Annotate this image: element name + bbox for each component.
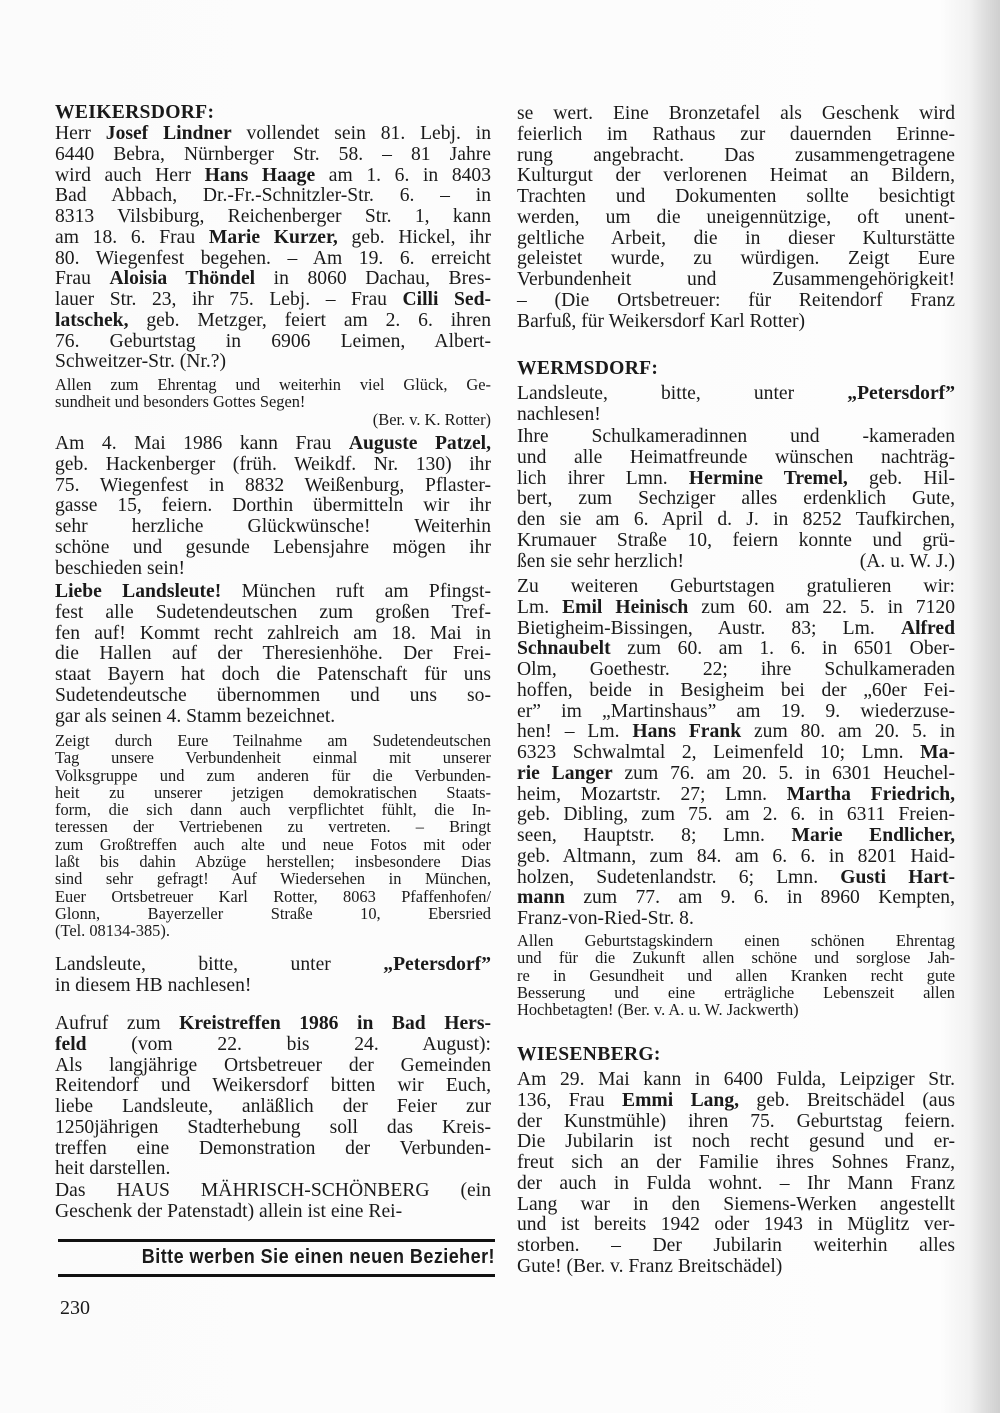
wermsdorf-note	[517, 384, 955, 426]
text-line	[517, 1174, 955, 1195]
text-line	[517, 469, 955, 490]
text-line	[517, 909, 955, 930]
text-line	[55, 624, 491, 645]
text-line	[517, 1001, 955, 1018]
text-line	[55, 186, 491, 207]
text-line	[517, 722, 955, 743]
bold-name: rie Langer	[517, 762, 613, 784]
text-line	[517, 1070, 955, 1091]
text-line	[517, 826, 955, 847]
bold-name: Aloisia Thöndel	[109, 268, 256, 290]
text-segment: 80. Wiegenfest begehen. – Am 19. 6. erreicht	[55, 247, 491, 269]
text-segment: Besserung und eine erträgliche Lebenszeit allen	[517, 982, 955, 1002]
text-line	[55, 332, 491, 353]
text-segment: form, die sich dann auch verpflichtet fühlt, die In-	[55, 800, 491, 820]
text-segment: Das HAUS MÄHRISCH-SCHÖNBERG (ein	[55, 1180, 491, 1201]
wiesenberg-paragraph	[517, 1070, 955, 1278]
text-line	[517, 166, 955, 187]
text-segment: teressen der Vertriebenen zu vertreten. – Bringt	[55, 817, 491, 837]
text-line	[517, 448, 955, 469]
text-segment: Zeigt durch Eure Teilnahme am Sudetendeutschen	[55, 731, 491, 750]
text-segment: geb. Altmann, zum 84. am 6. 6. in 8201 Haid-	[517, 845, 955, 867]
weikersdorf-wish	[55, 376, 491, 411]
text-segment: zum 60. am 22. 5. in 7120	[688, 596, 955, 618]
text-line	[55, 853, 491, 870]
text-segment: 1250jährigen Stadterhebung soll das Kreis-	[55, 1116, 491, 1138]
text-segment: in 8060 Dachau, Bres-	[255, 268, 491, 290]
text-segment: zum 76. am 20. 5. in 6301 Heuchel-	[612, 762, 955, 784]
text-segment: geleistet wurde, zu würdigen. Zeigt Eure	[517, 248, 955, 270]
text-line	[55, 145, 491, 166]
text-segment: 8313 Vilsbiburg, Reichenberger Str. 1, kann	[55, 206, 491, 227]
text-segment: die Hallen auf der Theresienhöhe. Der Frei-	[55, 643, 491, 665]
text-line	[55, 1097, 491, 1118]
text-segment: Glonn, Bayerzeller Straße 10, Ebersried	[55, 903, 491, 923]
text-segment: geb. Hackenberger (früh. Weikdf. Nr. 130) ihr	[55, 453, 491, 475]
bold-name: Martha Friedrich,	[786, 783, 955, 805]
text-segment: er” im „Martinshaus” am 19. 9. wiederzuse-	[517, 700, 955, 722]
text-line	[517, 229, 955, 250]
text-line	[517, 660, 955, 681]
wermsdorf-paragraph	[517, 427, 955, 572]
text-segment: in diesem HB nachlesen!	[55, 974, 252, 996]
text-line	[517, 785, 955, 806]
bold-name: Josef Lindner	[105, 123, 232, 144]
text-line	[517, 427, 955, 448]
text-line	[55, 376, 491, 393]
text-line	[517, 104, 955, 125]
text-segment: (vom 22. bis 24. August):	[86, 1033, 491, 1055]
text-line	[517, 967, 955, 984]
text-segment: vollendet sein 81. Lebj. in	[231, 123, 491, 144]
text-line	[517, 888, 955, 909]
subscriber-banner: Bitte werben Sie einen neuen Bezieher!	[141, 1246, 495, 1268]
text-line	[517, 868, 955, 889]
text-segment: re in Gesundheit und allen Kranken recht gute	[517, 965, 955, 985]
text-segment: Aufruf zum	[55, 1013, 180, 1034]
text-segment: 6323 Schwalmtal 2, Leimenfeld 10; Lmn.	[517, 742, 921, 763]
text-segment: Am 29. Mai kann in 6400 Fulda, Leipziger Str.	[517, 1069, 955, 1090]
text-line	[55, 836, 491, 853]
text-line	[55, 166, 491, 187]
text-line	[517, 552, 955, 573]
text-segment: Franz-von-Ried-Str. 8.	[517, 908, 694, 929]
text-segment: laßt bis dahin Abzüge herstellen; insbesondere Dias	[55, 852, 491, 872]
text-line	[55, 665, 491, 686]
bold-name: Kreistreffen 1986 in Bad Hers-	[179, 1013, 491, 1034]
text-line	[517, 743, 955, 764]
text-segment: hoffen, beide in Besigheim bei der „60er Fei-	[517, 679, 955, 701]
text-line	[517, 681, 955, 702]
text-line	[55, 905, 491, 922]
text-segment: nachlesen!	[517, 403, 601, 425]
text-line	[517, 1112, 955, 1133]
text-segment: Bietigheim-Bissingen, Austr. 83; Lm.	[517, 617, 901, 639]
bold-name: „Petersdorf”	[383, 954, 491, 975]
text-line	[517, 270, 955, 291]
text-line	[517, 1091, 955, 1112]
bold-name: latschek,	[55, 309, 129, 331]
text-segment: 76. Geburtstag in 6906 Leimen, Albert-	[55, 330, 491, 352]
geburtstage-paragraph	[517, 577, 955, 930]
text-line	[517, 208, 955, 229]
text-segment: Ihre Schulkameradinnen und -kameraden	[517, 426, 955, 447]
text-line	[517, 619, 955, 640]
text-line	[55, 434, 491, 455]
text-line	[517, 312, 955, 333]
text-line	[517, 847, 955, 868]
text-line	[55, 870, 491, 887]
text-segment: bert, zum Sechziger alles erdenklich Gute,	[517, 488, 955, 510]
text-line	[55, 1181, 491, 1202]
text-line	[55, 1076, 491, 1097]
text-segment: und für die Zukunft allen schöne und sorglose Jah-	[517, 948, 955, 968]
text-line	[517, 531, 955, 552]
text-segment: Lang war in den Siemens-Werken angestellt	[517, 1193, 955, 1215]
text-line	[55, 1139, 491, 1160]
text-segment: am 1. 6. in 8403	[315, 164, 492, 186]
text-segment: Geschenk der Patenstadt) allein ist eine Rei-	[55, 1200, 403, 1222]
text-line	[55, 1118, 491, 1139]
text-segment: Krumauer Straße 10, feiern konnte und grü-	[517, 529, 955, 551]
text-line	[55, 749, 491, 766]
text-line	[517, 1257, 955, 1278]
text-segment: heit darstellen.	[55, 1158, 171, 1180]
text-line	[517, 187, 955, 208]
text-segment: gar als seinen 4. Stamm bezeichnet.	[55, 705, 336, 727]
text-line	[517, 384, 955, 405]
text-segment: beschieden sein!	[55, 557, 186, 579]
text-line	[517, 984, 955, 1001]
text-line	[55, 976, 491, 997]
text-line	[55, 644, 491, 665]
text-line	[55, 124, 491, 145]
text-segment: geltliche Arbeit, die in dieser Kulturstätte	[517, 227, 955, 249]
text-segment: den sie am 6. April d. J. in 8252 Taufkirchen,	[517, 509, 955, 530]
text-segment: geb. Hil-	[847, 467, 955, 489]
text-line	[517, 510, 955, 531]
text-segment: – (Die Ortsbetreuer: für Reitendorf Franz	[517, 289, 955, 311]
section-heading-wermsdorf: WERMSDORF:	[517, 358, 659, 379]
text-segment: treffen eine Demonstration der Verbunden-	[55, 1137, 491, 1159]
text-segment: lich ihrer Lmn.	[517, 467, 689, 489]
kreistreffen-paragraph	[55, 1014, 491, 1180]
text-line	[55, 249, 491, 270]
text-line	[55, 955, 491, 976]
text-segment: Tag unsere Verbundenheit einmal mit unserer	[55, 748, 491, 768]
page-number: 230	[60, 1297, 90, 1319]
text-line	[517, 125, 955, 146]
text-line	[517, 702, 955, 723]
text-line	[517, 1153, 955, 1174]
text-segment: Kulturgut der verlorenen Heimat an Bildern,	[517, 165, 955, 187]
text-segment: holzen, Sudetenlandstr. 6; Lmn.	[517, 866, 841, 888]
text-segment: und alle Heimatfreunde wünschen nachträg-	[517, 446, 955, 468]
bold-name: Hans Frank	[632, 721, 742, 743]
text-segment: Bad Abbach, Dr.-Fr.-Schnitzler-Str. 6. – in	[55, 185, 491, 207]
text-segment: Reitendorf und Weikersdorf bitten wir Euch,	[55, 1075, 491, 1097]
text-segment: se wert. Eine Bronzetafel als Geschenk wird	[517, 103, 955, 124]
text-segment: schöne und gesunde Lebensjahre mögen ihr	[55, 536, 491, 558]
text-line	[55, 1035, 491, 1056]
text-segment: Herr	[55, 123, 106, 144]
text-segment: am 18. 6. Frau	[55, 226, 209, 248]
text-segment: Allen zum Ehrentag und weiterhin viel Glück, Ge-	[55, 375, 491, 394]
text-segment: seen, Hauptstr. 8; Lmn.	[517, 825, 792, 846]
bold-name: Emmi Lang,	[622, 1089, 740, 1111]
text-segment: Barfuß, für Weikersdorf Karl Rotter)	[517, 310, 806, 332]
section-heading-wiesenberg: WIESENBERG:	[517, 1044, 661, 1065]
text-segment: Sudetendeutsche übernommen und uns so-	[55, 684, 491, 706]
text-segment: geb. Hickel, ihr	[337, 226, 492, 248]
text-segment: sehr herzliche Glückwünsche! Weiterhin	[55, 516, 491, 537]
text-line	[55, 603, 491, 624]
text-line	[55, 686, 491, 707]
text-line	[517, 949, 955, 966]
text-line	[55, 732, 491, 749]
text-line	[55, 352, 491, 373]
text-line	[55, 1056, 491, 1077]
bold-name: Cilli Sed-	[402, 289, 492, 310]
text-segment: staat Bayern hat doch die Patenschaft für uns	[55, 664, 491, 685]
text-segment: Trachten und Dokumenten sollte besichtigt	[517, 186, 955, 207]
text-segment: gasse 15, feiern. Dorthin übermitteln wir ihr	[55, 495, 491, 517]
text-line	[55, 1159, 491, 1180]
text-line	[55, 476, 491, 497]
text-line	[55, 311, 491, 332]
bold-name: Hermine Tremel,	[688, 467, 848, 489]
text-segment: storben. – Der Jubilarin weiterhin alles	[517, 1235, 955, 1256]
text-line	[517, 1215, 955, 1236]
text-segment: 6440 Bebra, Nürnberger Str. 58. – 81 Jahre	[55, 143, 491, 165]
text-line	[55, 559, 491, 580]
text-segment: und ist bereits 1942 oder 1943 in Müglitz ver-	[517, 1214, 955, 1236]
text-line	[517, 805, 955, 826]
text-segment: Schweitzer-Str. (Nr.?)	[55, 351, 226, 373]
divider-rule	[58, 1274, 495, 1277]
text-line	[55, 290, 491, 311]
bold-name: Liebe Landsleute!	[55, 581, 222, 602]
bold-name: feld	[55, 1033, 87, 1055]
text-segment: zum 77. am 9. 6. in 8960 Kempten,	[564, 887, 955, 909]
text-segment: Frau	[55, 268, 110, 290]
text-segment: heit zu unserer jetzigen demokratischen Staats-	[55, 782, 491, 802]
patzel-paragraph	[55, 434, 491, 579]
text-segment: 136, Frau	[517, 1089, 623, 1111]
text-segment: Am 4. Mai 1986 kann Frau	[55, 433, 349, 454]
landsleute-small-paragraph	[55, 732, 491, 940]
text-segment: Die Jubilarin ist noch recht gesund und er-	[517, 1131, 955, 1153]
text-segment: Zu weiteren Geburtstagen gratulieren wir:	[517, 576, 955, 597]
bold-name: Schnaubelt	[517, 638, 611, 660]
landsleute-paragraph	[55, 582, 491, 727]
text-segment: sind sehr gefragt! Auf Wiedersehen in München,	[55, 869, 491, 889]
text-segment: wird auch Herr	[55, 164, 205, 186]
text-line	[517, 764, 955, 785]
text-line	[55, 784, 491, 801]
text-segment: lauer Str. 23, ihr 75. Lebj. – Frau	[55, 289, 403, 310]
section-heading-weikersdorf: WEIKERSDORF:	[55, 102, 215, 123]
text-line	[55, 767, 491, 784]
text-segment: Als langjährige Ortsbetreuer der Gemeinden	[55, 1054, 491, 1076]
text-line	[55, 582, 491, 603]
text-segment: zum Großtreffen auch alte und neue Fotos mit oder	[55, 834, 491, 854]
text-segment: Euer Ortsbetreuer Karl Rotter, 8063 Pfaffenhofen/	[55, 886, 491, 906]
text-line	[517, 932, 955, 949]
text-line	[517, 1236, 955, 1257]
bold-name: „Petersdorf”	[847, 383, 955, 404]
text-line	[517, 1195, 955, 1216]
text-segment: geb. Metzger, feiert am 2. 6. ihren	[128, 309, 491, 331]
text-segment: heim, Mozartstr. 27; Lmn.	[517, 783, 787, 805]
bold-name: Hans Haage	[204, 164, 316, 186]
text-line	[55, 393, 491, 410]
text-line	[517, 405, 955, 426]
text-segment: geb. Breitschädel (aus	[739, 1089, 955, 1111]
text-line	[517, 639, 955, 660]
text-line	[517, 577, 955, 598]
bold-name: Auguste Patzel,	[348, 433, 491, 454]
text-line	[55, 922, 491, 939]
text-line	[517, 249, 955, 270]
bold-name: Ma-	[920, 742, 955, 763]
bold-name: Emil Heinisch	[562, 596, 689, 618]
text-segment: der auch in Fulda wohnt. – Ihr Mann Franz	[517, 1172, 955, 1194]
text-segment: geb. Dibling, zum 75. am 2. 6. in 6311 Freien-	[517, 804, 955, 826]
text-segment: Olm, Goethestr. 22; ihre Schulkameraden	[517, 659, 955, 680]
text-segment: sundheit und besonders Gottes Segen!	[55, 392, 306, 412]
text-segment: fen auf! Kommt recht zahlreich am 18. Mai in	[55, 622, 491, 644]
text-line	[55, 1202, 491, 1223]
text-line	[55, 207, 491, 228]
text-line	[517, 291, 955, 312]
bold-name: mann	[517, 887, 565, 909]
text-line	[55, 818, 491, 835]
text-segment: der Kunstmühle) ihren 75. Geburtstag feiern.	[517, 1110, 955, 1132]
text-line	[55, 707, 491, 728]
credit-initials: (A. u. W. J.)	[859, 550, 955, 572]
text-segment: Lm.	[517, 596, 563, 618]
geburtstage-small-paragraph	[517, 932, 955, 1018]
text-segment: rung angebracht. Das zusammengetragene	[517, 144, 955, 166]
text-segment: feierlich im Rathaus zur dauernden Erinne-	[517, 123, 955, 145]
text-line	[55, 269, 491, 290]
text-segment: Verbundenheit und Zusammengehörigkeit!	[517, 269, 955, 290]
text-segment: Allen Geburtstagskindern einen schönen Ehrentag	[517, 931, 955, 950]
text-line	[55, 455, 491, 476]
text-segment: fest alle Sudetendeutschen zum großen Tref-	[55, 601, 491, 623]
text-segment: zum 80. am 20. 5. in	[741, 721, 956, 743]
text-line	[517, 146, 955, 167]
petersdorf-note	[55, 955, 491, 997]
haus-continued-paragraph	[517, 104, 955, 332]
text-line	[55, 496, 491, 517]
text-segment: Landsleute, bitte, unter	[55, 954, 384, 975]
text-segment: zum 60. am 1. 6. in 6501 Ober-	[610, 638, 955, 660]
text-segment: Landsleute, bitte, unter	[517, 383, 848, 404]
text-segment: Gute! (Ber. v. Franz Breitschädel)	[517, 1255, 783, 1277]
text-segment: hen! – Lm.	[517, 721, 633, 743]
text-line	[55, 888, 491, 905]
text-segment: werden, um die uneigennützige, oft unent-	[517, 206, 955, 228]
text-line	[517, 489, 955, 510]
text-line	[517, 598, 955, 619]
text-line	[55, 801, 491, 818]
text-segment: liebe Landsleute, anläßlich der Feier zur	[55, 1096, 491, 1117]
bold-name: Alfred	[900, 617, 955, 639]
text-line	[55, 1014, 491, 1035]
text-segment: 75. Wiegenfest in 8832 Weißenburg, Pflaster-	[55, 474, 491, 496]
text-segment: freut sich an der Familie ihres Sohnes Franz,	[517, 1152, 955, 1173]
text-line	[55, 228, 491, 249]
text-segment: ßen sie sehr herzlich!	[517, 550, 685, 572]
text-segment: (Tel. 08134-385).	[55, 921, 170, 941]
text-segment: Hochbetagten! (Ber. v. A. u. W. Jackwerth)	[517, 1000, 799, 1020]
text-segment: Volksgruppe und zum anderen für die Verbunden-	[55, 765, 491, 785]
weikersdorf-paragraph	[55, 124, 491, 373]
bold-name: Marie Endlicher,	[791, 825, 955, 846]
bold-name: Gusti Hart-	[840, 866, 955, 888]
text-segment: München ruft am Pfingst-	[221, 581, 491, 602]
text-line	[517, 1132, 955, 1153]
bold-name: Marie Kurzer,	[208, 226, 338, 248]
text-line	[55, 538, 491, 559]
text-line	[55, 517, 491, 538]
divider-rule	[58, 1239, 495, 1242]
haus-paragraph	[55, 1181, 491, 1223]
weikersdorf-credit: (Ber. v. K. Rotter)	[372, 410, 491, 429]
